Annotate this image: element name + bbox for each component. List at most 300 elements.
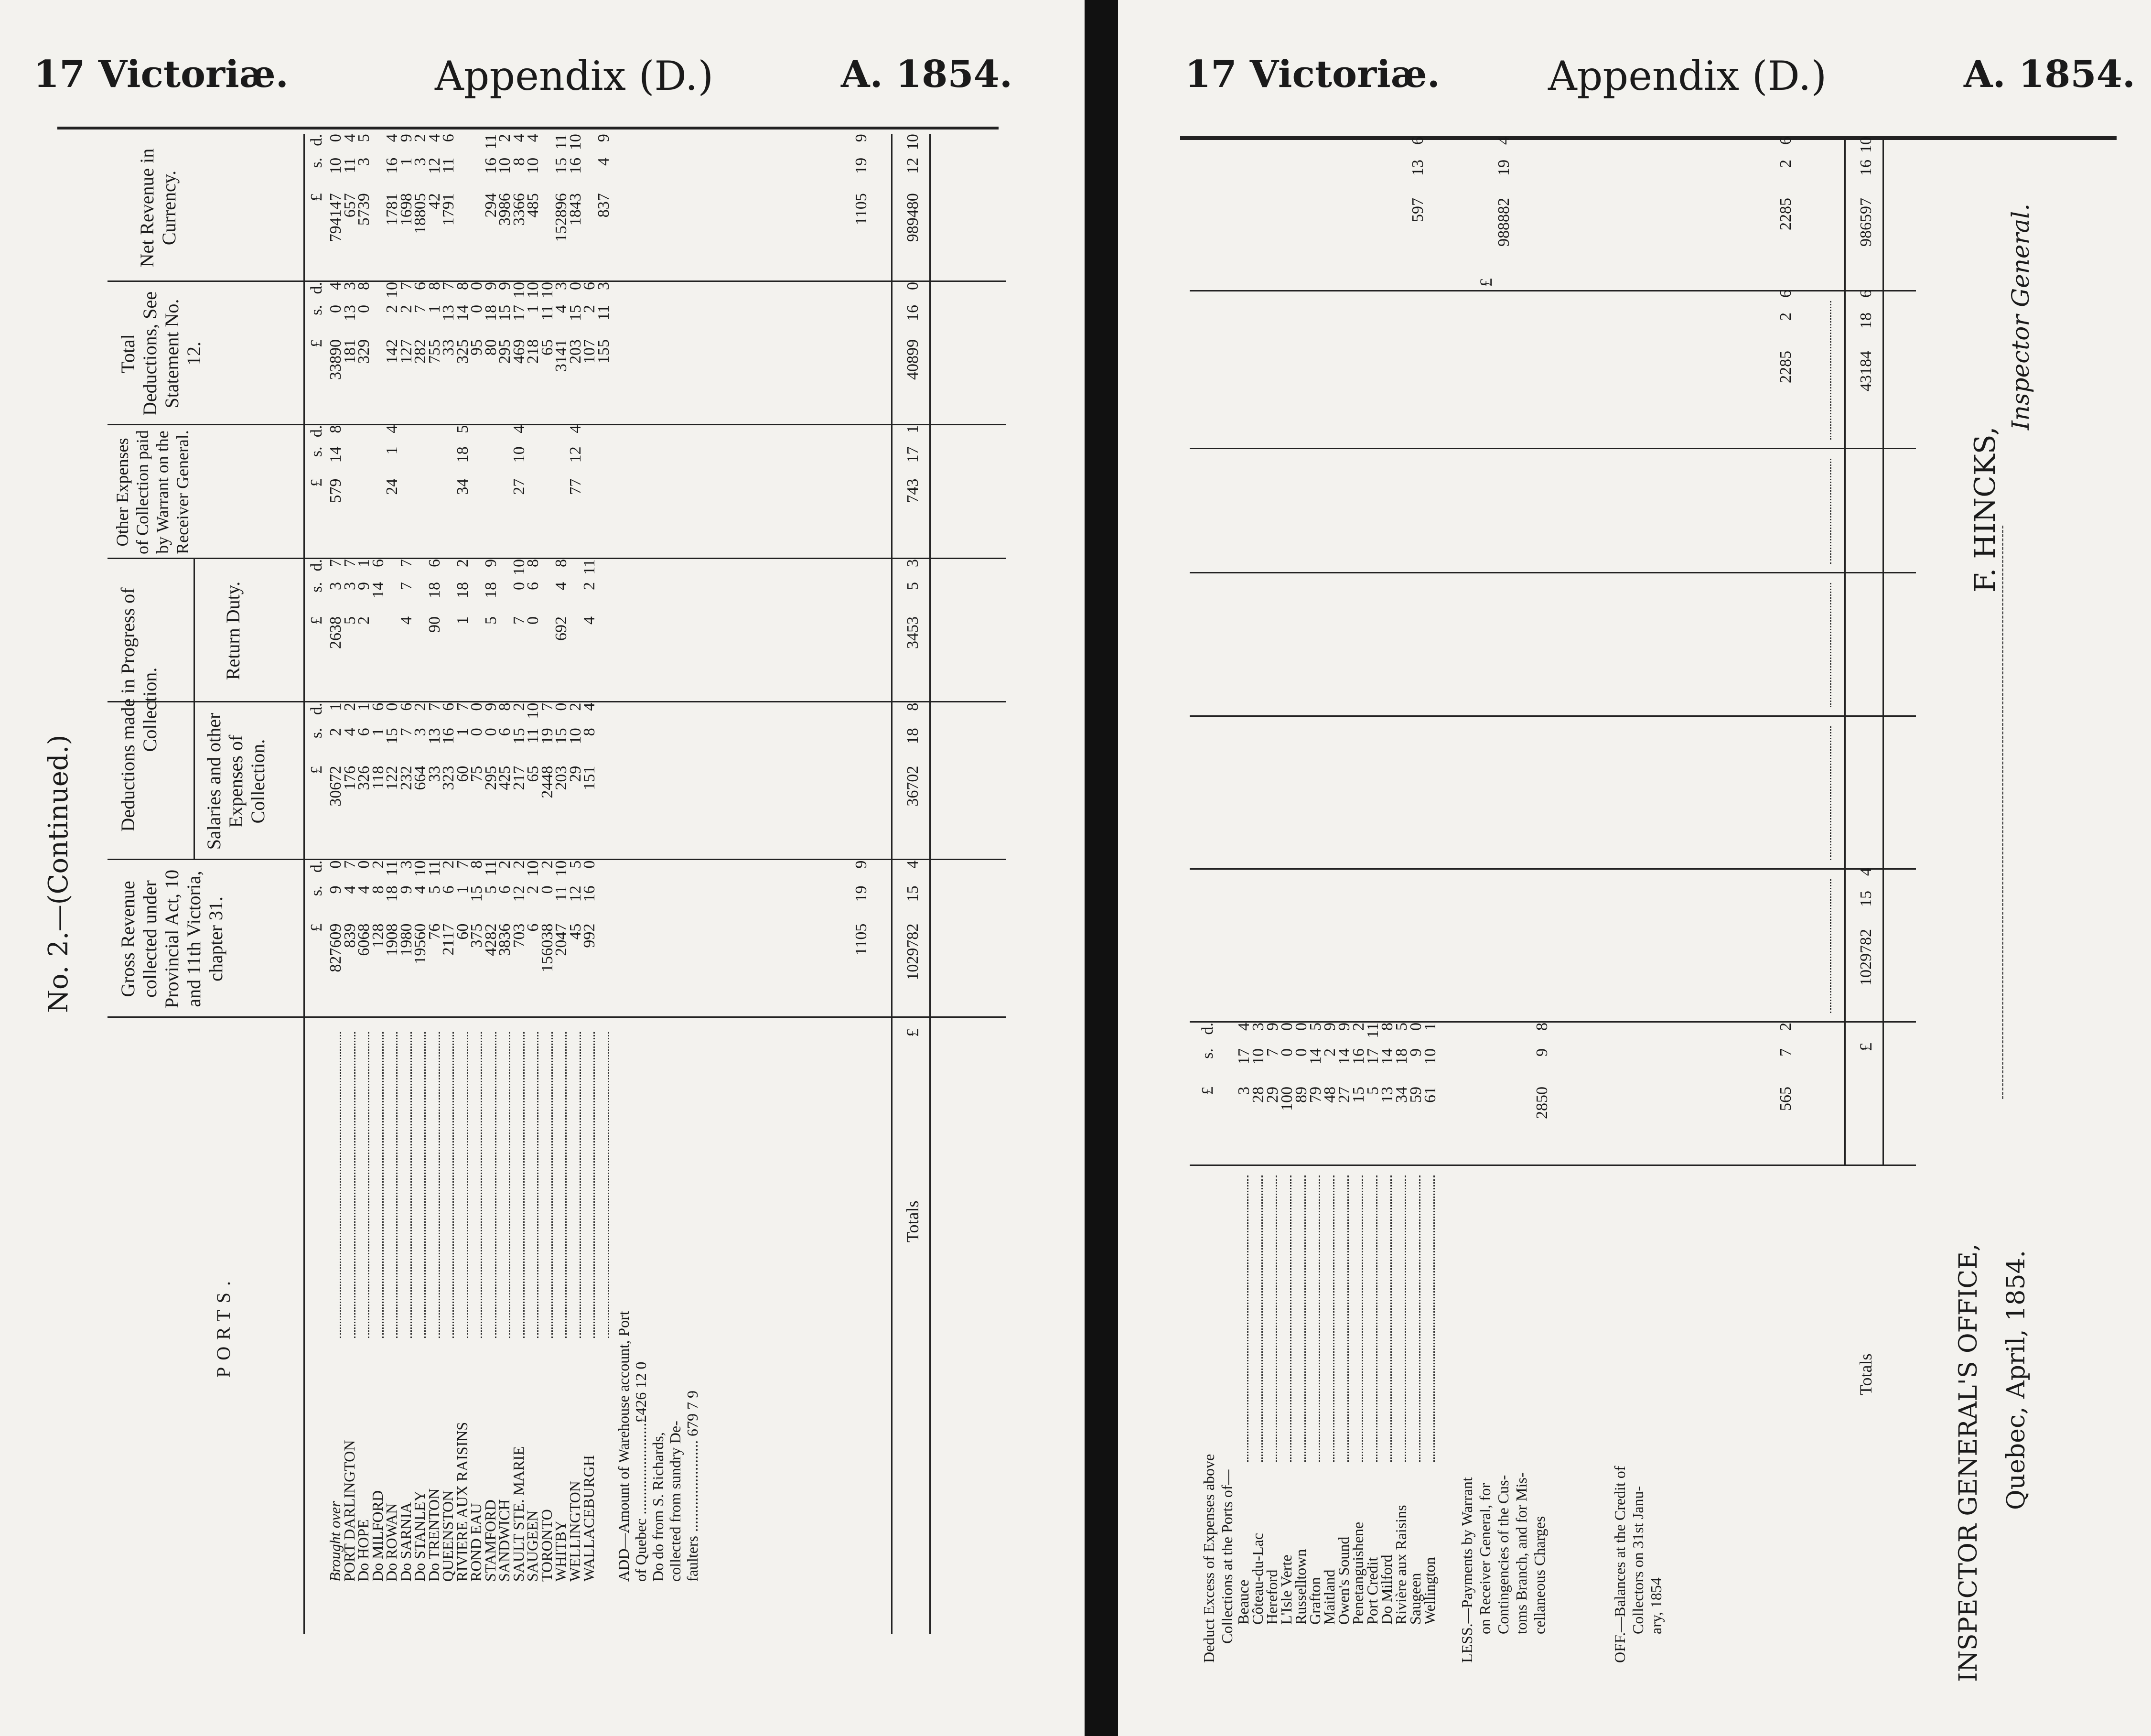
rcol-rule-tot: [1190, 448, 1916, 449]
port-name: TORONTO: [538, 1509, 555, 1582]
leader-dots: [1276, 1175, 1277, 1462]
row-oth-shillings: 1: [383, 446, 401, 455]
excess-port-pounds: 29: [1264, 1087, 1281, 1103]
total-tot-pence: 0: [904, 282, 922, 290]
total-ret-pence: 3: [904, 559, 922, 567]
unit-gross-pence: d.: [308, 860, 325, 873]
port-name: WELLINGTON: [566, 1481, 583, 1582]
excess-port-pounds: 28: [1249, 1087, 1267, 1103]
port-name: RIVIERE AUX RAISINS: [453, 1422, 471, 1582]
row-sal-pounds: 176: [341, 766, 359, 790]
leader-dots: [1419, 1175, 1420, 1462]
row-net-pence: 6: [440, 134, 457, 142]
row-oth-pence: 8: [327, 425, 344, 433]
row-tot-shillings: 11: [594, 305, 613, 321]
rtotal-net-pence: 10: [1857, 137, 1875, 153]
row-gross-pence: 10: [552, 860, 570, 877]
total-sal-pounds: 36702: [904, 766, 922, 807]
total-gross-pence: 4: [904, 860, 922, 869]
excess-total-pence: 6: [1409, 137, 1427, 145]
excess-port-name: Do Milford: [1378, 1554, 1395, 1625]
row-oth-shillings: 14: [327, 446, 344, 463]
row-tot-shillings: 0: [468, 305, 485, 313]
header-salaries: Salaries and other Expenses of Collection.: [203, 712, 269, 850]
row-sal-pounds: 2448: [538, 766, 556, 798]
add-net-pence: 9: [852, 134, 870, 142]
right-page: [1118, 0, 2151, 1736]
row-ret-shillings: 6: [524, 582, 542, 590]
unit-ret-pence: d.: [308, 559, 325, 571]
row-gross-shillings: 9: [327, 885, 344, 894]
row-tot-shillings: 2: [397, 305, 415, 313]
row-gross-shillings: 16: [581, 885, 598, 902]
row-net-pounds: 1698: [397, 193, 415, 226]
excess-port-pence: 8: [1378, 1023, 1396, 1031]
rtotal-gross-shillings: 15: [1857, 891, 1875, 907]
row-gross-pounds: 992: [581, 923, 598, 948]
leader-dots: [1362, 1175, 1363, 1462]
row-sal-pounds: 232: [397, 766, 415, 790]
row-net-pence: 2: [496, 134, 514, 142]
row-gross-pounds: 45: [566, 923, 584, 940]
row-tot-pounds: 755: [425, 339, 443, 364]
row-tot-shillings: 15: [496, 305, 514, 321]
excess-port-pence: 0: [1292, 1023, 1310, 1031]
row-gross-pounds: 3836: [496, 923, 514, 956]
header-return: Return Duty.: [222, 581, 244, 680]
leader-dots: [1333, 1175, 1334, 1462]
row-sal-pounds: 203: [552, 766, 570, 790]
off-heading: OFF.—Balances at the Credit of: [1611, 1466, 1628, 1663]
excess-port-shillings: 9: [1407, 1048, 1425, 1057]
row-ret-shillings: 18: [482, 582, 500, 598]
row-gross-pence: 11: [383, 860, 401, 876]
off-net-shillings: 2: [1777, 160, 1795, 168]
table-title: No. 2.—(Continued.): [43, 734, 74, 1013]
header-appendix-right: Appendix (D.): [1548, 53, 1827, 99]
excess-port-pence: 0: [1278, 1023, 1296, 1031]
add-line: of Quebec ........................£426 12 0: [632, 1361, 649, 1582]
off-net-pounds: 2285: [1777, 198, 1795, 230]
row-net-pounds: 3986: [496, 193, 514, 226]
excess-port-pence: 11: [1364, 1023, 1382, 1038]
row-tot-shillings: 11: [538, 305, 556, 321]
rtotals-currency: £: [1856, 1043, 1875, 1051]
row-oth-pence: 4: [510, 425, 528, 433]
port-name: Do TRENTON: [425, 1488, 442, 1582]
leader-dots: [382, 1032, 384, 1338]
row-net-shillings: 10: [496, 157, 514, 174]
row-oth-shillings: 10: [510, 446, 528, 463]
net-after-pence: 4: [1495, 137, 1513, 145]
excess-port-name: Hereford: [1263, 1569, 1280, 1625]
row-ret-pounds: 2: [355, 616, 373, 625]
row-ret-pence: 1: [355, 559, 373, 567]
row-ret-pounds: 7: [510, 616, 528, 625]
total-tot-pounds: 40899: [904, 339, 922, 380]
row-sal-shillings: 15: [510, 728, 528, 744]
deduct-heading: Deduct Excess of Expenses above: [1200, 1454, 1217, 1663]
row-net-pounds: 294: [482, 193, 500, 218]
excess-port-pence: 9: [1335, 1023, 1353, 1031]
row-net-pence: 9: [397, 134, 415, 142]
port-name: SANDWICH: [495, 1499, 513, 1582]
row-tot-pounds: 203: [566, 339, 584, 364]
row-gross-pounds: 2047: [552, 923, 570, 956]
leader-dots: [580, 1032, 581, 1338]
row-net-pence: 5: [355, 134, 373, 142]
rtotals-rule: [1844, 139, 1846, 1166]
header-reign-left: 17 Victoriæ.: [33, 53, 289, 96]
unit-tot-pence: d.: [308, 282, 325, 294]
leader-dots: [509, 1032, 510, 1338]
excess-port-name: Saugeen: [1407, 1573, 1424, 1625]
row-sal-pounds: 75: [468, 766, 485, 782]
row-sal-pence: 2: [510, 702, 528, 711]
rtotal-deductions-shillings: 18: [1857, 313, 1875, 329]
excess-port-shillings: 17: [1235, 1048, 1253, 1065]
row-ret-pence: 7: [341, 559, 359, 567]
row-ret-pounds: 4: [581, 616, 598, 625]
less-heading: Contingencies of the Cus-: [1495, 1475, 1512, 1634]
row-tot-pence: 8: [453, 282, 472, 290]
row-net-pence: 4: [524, 134, 542, 142]
excess-port-pence: 5: [1307, 1023, 1324, 1031]
row-ret-pence: 2: [453, 559, 472, 567]
row-gross-pounds: 128: [369, 923, 387, 948]
deduct-sub-rule: [194, 559, 195, 860]
total-net-pounds: 989480: [904, 193, 922, 242]
row-ret-pounds: 5: [482, 616, 500, 625]
row-gross-shillings: 0: [538, 885, 556, 894]
row-net-pounds: 837: [594, 193, 613, 218]
row-sal-pounds: 29: [566, 766, 584, 782]
row-tot-pence: 7: [440, 282, 457, 290]
row-net-shillings: 12: [425, 157, 443, 174]
row-sal-shillings: 11: [524, 728, 542, 744]
leader-dots: [593, 1032, 595, 1338]
port-name: WHITBY: [552, 1520, 569, 1582]
row-sal-shillings: 19: [538, 728, 556, 744]
inner-unit-pence: d.: [1199, 1023, 1216, 1035]
row-ret-shillings: 14: [369, 582, 387, 598]
row-gross-pence: 0: [581, 860, 598, 869]
excess-port-name: Rivière aux Raisins: [1392, 1505, 1409, 1625]
row-sal-pence: 2: [411, 702, 429, 711]
port-name: Do MILFORD: [368, 1490, 386, 1582]
row-tot-shillings: 0: [355, 305, 373, 313]
row-sal-shillings: 7: [397, 728, 415, 736]
row-gross-shillings: 4: [411, 885, 429, 894]
add-gross-shillings: 19: [852, 885, 870, 902]
ports-table: [108, 134, 1006, 1634]
row-oth-pounds: 34: [453, 478, 472, 495]
row-tot-pounds: 282: [411, 339, 429, 364]
row-gross-shillings: 12: [566, 885, 584, 902]
unit-oth-shillings: s.: [308, 446, 325, 457]
total-gross-shillings: 15: [904, 885, 922, 902]
row-oth-pence: 4: [383, 425, 401, 433]
row-sal-shillings: 6: [355, 728, 373, 736]
row-oth-pounds: 579: [327, 478, 344, 503]
leader-dots: [340, 1032, 341, 1338]
header-ports: PORTS.: [213, 1274, 234, 1378]
excess-port-name: Beauce: [1235, 1579, 1252, 1625]
row-sal-pounds: 30672: [327, 766, 344, 807]
row-gross-pounds: 839: [341, 923, 359, 948]
leader-dots: [439, 1032, 440, 1338]
excess-port-shillings: 10: [1421, 1048, 1439, 1065]
row-net-shillings: 3: [355, 157, 373, 166]
row-gross-shillings: 18: [383, 885, 401, 902]
row-tot-shillings: 13: [440, 305, 457, 321]
row-tot-pounds: 33: [440, 339, 457, 356]
row-gross-shillings: 6: [440, 885, 457, 894]
rcol-rule-inner: [1190, 1165, 1916, 1166]
rtotal-net-pounds: 986597: [1857, 198, 1875, 247]
row-tot-pounds: 325: [453, 339, 472, 364]
inner-unit-shillings: s.: [1199, 1048, 1216, 1059]
unit-net-shillings: s.: [308, 157, 325, 168]
leader-dots: [565, 1032, 567, 1338]
book-gutter: [1085, 0, 1118, 1736]
row-net-pounds: 794147: [327, 193, 344, 242]
row-sal-shillings: 15: [383, 728, 401, 744]
excess-port-pounds: 100: [1278, 1087, 1296, 1111]
unit-ret-pounds: £: [308, 616, 325, 625]
leader-dots: [410, 1032, 412, 1338]
excess-port-pounds: 3: [1235, 1087, 1253, 1095]
row-net-shillings: 11: [341, 157, 359, 173]
port-name: ROND EAU: [467, 1503, 484, 1582]
rcol-rule-c5: [1190, 572, 1916, 573]
leader-dots: [368, 1032, 369, 1338]
add-line: Do do from S. Richards,: [649, 1432, 667, 1582]
excess-port-pence: 1: [1421, 1023, 1439, 1031]
excess-port-pounds: 59: [1407, 1087, 1425, 1103]
rtotals-rule-2: [1882, 139, 1884, 1166]
off-heading: ary, 1854: [1647, 1577, 1665, 1634]
deduct-sub-divider: [194, 701, 303, 702]
row-tot-pounds: 469: [510, 339, 528, 364]
leader-dots: [551, 1032, 553, 1338]
row-tot-pounds: 329: [355, 339, 373, 364]
row-gross-shillings: 9: [397, 885, 415, 894]
row-gross-pounds: 6: [524, 923, 542, 932]
row-gross-pence: 0: [327, 860, 344, 869]
port-name: SAULT STE. MARIE: [509, 1446, 527, 1582]
inner-unit-pounds: £: [1199, 1087, 1216, 1095]
unit-net-pounds: £: [308, 193, 325, 202]
row-net-shillings: 4: [594, 157, 613, 166]
excess-port-name: Côteau-du-Lac: [1249, 1533, 1266, 1625]
off-net-pence: 6: [1777, 137, 1795, 145]
row-tot-shillings: 14: [453, 305, 472, 321]
row-gross-pence: 5: [566, 860, 584, 869]
row-net-pounds: 3366: [510, 193, 528, 226]
unit-gross-pounds: £: [308, 923, 325, 932]
row-net-pounds: 42: [425, 193, 443, 210]
excess-port-shillings: 18: [1393, 1048, 1410, 1065]
row-tot-pounds: 127: [397, 339, 415, 364]
excess-port-pounds: 79: [1307, 1087, 1324, 1103]
row-tot-shillings: 2: [383, 305, 401, 313]
row-sal-shillings: 6: [496, 728, 514, 736]
less-heading: LESS.—Payments by Warrant: [1458, 1477, 1475, 1663]
row-gross-shillings: 5: [425, 885, 443, 894]
row-net-pence: 10: [566, 134, 584, 151]
header-rule-bottom: [303, 134, 305, 1634]
row-tot-pence: 3: [341, 282, 359, 290]
row-sal-pence: 7: [425, 702, 443, 711]
row-ret-pence: 7: [397, 559, 415, 567]
row-sal-pence: 0: [383, 702, 401, 711]
row-ret-pounds: 90: [425, 616, 443, 633]
row-ret-shillings: 0: [510, 582, 528, 590]
leader-dots: [1319, 1175, 1320, 1462]
row-ret-pence: 8: [552, 559, 570, 567]
row-net-pence: 4: [383, 134, 401, 142]
add-net-pounds: 1105: [852, 193, 870, 225]
unit-sal-pounds: £: [308, 766, 325, 774]
excess-port-pence: 9: [1264, 1023, 1281, 1031]
row-gross-pounds: 1980: [397, 923, 415, 956]
col-rule-sal: [108, 859, 1006, 860]
row-sal-pounds: 425: [496, 766, 514, 790]
excess-port-pounds: 5: [1364, 1087, 1382, 1095]
excess-port-shillings: 0: [1278, 1048, 1296, 1057]
col-rule-gross: [108, 1016, 1006, 1018]
excess-port-name: Maitland: [1321, 1569, 1338, 1625]
excess-port-pence: 0: [1407, 1023, 1425, 1031]
off-value-pence: 2: [1777, 1023, 1795, 1031]
row-net-pounds: 1791: [440, 193, 457, 226]
row-ret-pence: 6: [369, 559, 387, 567]
row-sal-pence: 7: [538, 702, 556, 711]
row-sal-pence: 1: [355, 702, 373, 711]
row-tot-pence: 6: [411, 282, 429, 290]
leader-dots: [537, 1032, 538, 1338]
row-sal-shillings: 3: [411, 728, 429, 736]
port-name: STAMFORD: [481, 1499, 499, 1582]
row-gross-shillings: 15: [468, 885, 485, 902]
row-tot-pounds: 3141: [552, 339, 570, 372]
row-ret-pence: 9: [482, 559, 500, 567]
row-sal-pounds: 60: [453, 766, 472, 782]
row-ret-shillings: 4: [552, 582, 570, 590]
row-gross-pounds: 1908: [383, 923, 401, 956]
row-sal-pence: 6: [397, 702, 415, 711]
row-net-shillings: 3: [411, 157, 429, 166]
excess-port-pence: 5: [1393, 1023, 1410, 1031]
add-gross-pounds: 1105: [852, 923, 870, 956]
total-tot-shillings: 16: [904, 305, 922, 321]
row-gross-pounds: 156038: [538, 923, 556, 972]
row-gross-pence: 8: [468, 860, 485, 869]
row-tot-pounds: 181: [341, 339, 359, 364]
leader-dots: [452, 1032, 454, 1338]
excess-port-name: Penetanguishene: [1349, 1521, 1366, 1625]
row-sal-shillings: 16: [440, 728, 457, 744]
row-tot-pence: 7: [397, 282, 415, 290]
row-net-pounds: 152896: [552, 193, 570, 242]
unit-oth-pence: d.: [308, 425, 325, 438]
row-gross-pence: 2: [496, 860, 514, 869]
unit-oth-pounds: £: [308, 478, 325, 487]
header-gross: Gross Revenue collected under Provincial Act, 10 and 11th Victoria, chapter 31.: [117, 870, 226, 1008]
row-tot-pence: 10: [524, 282, 542, 298]
port-name: Brought over: [326, 1501, 344, 1582]
row-ret-pounds: 5: [341, 616, 359, 625]
row-sal-pounds: 151: [581, 766, 598, 790]
excess-port-shillings: 10: [1249, 1048, 1267, 1065]
row-ret-shillings: 18: [453, 582, 472, 598]
row-tot-pounds: 107: [581, 339, 598, 364]
row-net-shillings: 1: [397, 157, 415, 166]
total-oth-pounds: 743: [904, 478, 922, 503]
header-year-right: A. 1854.: [1964, 53, 2136, 96]
row-tot-shillings: 0: [327, 305, 344, 313]
totals-rule-2: [929, 134, 931, 1634]
row-oth-pounds: 24: [383, 478, 401, 495]
rcol-rule-c3: [1190, 868, 1916, 870]
unit-tot-shillings: s.: [308, 305, 325, 315]
row-tot-pounds: 218: [524, 339, 542, 364]
row-net-pence: 4: [425, 134, 443, 142]
header-deductions: Deductions made in Progress of Collection.: [117, 587, 161, 832]
row-sal-shillings: 0: [468, 728, 485, 736]
leader-dots: [1304, 1175, 1306, 1462]
excess-port-pounds: 48: [1321, 1087, 1339, 1103]
row-sal-shillings: 13: [425, 728, 443, 744]
guide-dots: [1830, 726, 1831, 860]
row-sal-pence: 6: [440, 702, 457, 711]
row-sal-shillings: 4: [341, 728, 359, 736]
row-tot-pence: 0: [566, 282, 584, 290]
row-tot-shillings: 13: [341, 305, 359, 321]
row-gross-shillings: 11: [552, 885, 570, 902]
rtotal-gross-pounds: 1029782: [1857, 929, 1875, 986]
row-sal-pence: 2: [566, 702, 584, 711]
row-ret-shillings: 7: [397, 582, 415, 590]
signature-name: F. HINCKS,: [1968, 426, 2002, 593]
row-ret-pounds: 2638: [327, 616, 344, 649]
row-ret-shillings: 3: [341, 582, 359, 590]
excess-port-pounds: 13: [1378, 1087, 1396, 1103]
row-oth-pounds: 77: [566, 478, 584, 495]
leader-dots: [1261, 1175, 1263, 1462]
row-ret-pounds: 4: [397, 616, 415, 625]
row-net-pence: 11: [552, 134, 570, 150]
row-sal-pounds: 217: [510, 766, 528, 790]
leader-dots: [1376, 1175, 1377, 1462]
row-tot-pounds: 80: [482, 339, 500, 356]
row-sal-pence: 10: [524, 702, 542, 719]
row-gross-pounds: 6068: [355, 923, 373, 956]
row-gross-pence: 10: [524, 860, 542, 877]
row-sal-shillings: 1: [369, 728, 387, 736]
row-sal-pence: 0: [552, 702, 570, 711]
total-ret-pounds: 3453: [904, 616, 922, 649]
row-net-pounds: 18805: [411, 193, 429, 234]
less-value-shillings: 9: [1533, 1048, 1551, 1057]
leader-dots: [1405, 1175, 1406, 1462]
row-tot-pence: 10: [383, 282, 401, 298]
totals-label: Totals: [903, 1200, 922, 1242]
row-net-shillings: 8: [510, 157, 528, 166]
excess-port-pounds: 34: [1393, 1087, 1410, 1103]
row-sal-pounds: 664: [411, 766, 429, 790]
